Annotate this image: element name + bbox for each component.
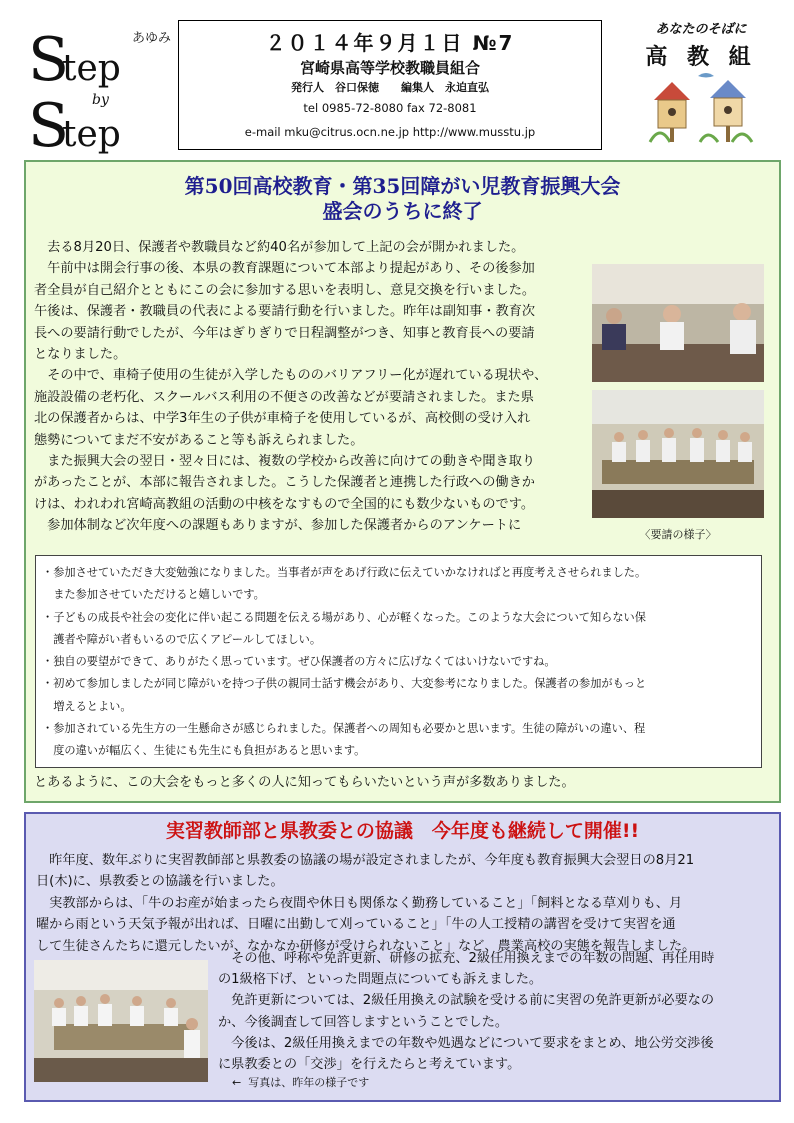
contact-phone: tel 0985-72-8080 fax 72-8081: [303, 101, 477, 115]
article2-body-side: その他、呼称や免許更新、研修の拡充、2級任用換えまでの年数の問題、再任用時 の1級格下げ、といった問題点についても訴えました。 免許更新については、2級任用換えの試験を受ける前に実習の免許更新が必要なの か、今後調査して回答しますということでした。 今後は、2級任用換えまでの年数や処遇などについて要求をまとめ、地公労交渉後 に県教委との「交渉」を行えたらと考えています。: [218, 951, 715, 1073]
article-practical-teachers: [24, 812, 781, 1102]
union-brand: 高 教 組: [645, 45, 757, 70]
step-by-step-logo: [22, 18, 172, 158]
survey-quotes: ・参加させていただき大変勉強になりました。当事者が声をあげ行政に伝えていかなければと再度考えさせられました。 また参加させていただけると嬉しいです。 ・子どもの成長や社会の変化に伴い起こる問題を伝える場があり、心が軽くなった。このような大会について知らない保 護者や障がい者もいるので広くアピールしてほしい。 ・独自の要望ができて、ありがたく思っています。ぜひ保護者の方々に広げなくてはいけないですね。 ・初めて参加しましたが同じ障がいを持つ子供の親同士話す機会があり、大変参考になりました。保護者の参加がもっと 増えるとよい。 ・参加されている先生方の一生懸命さが感じられました。保護者への周知も必要かと思います。生徒の障がいの違い、程 度の違いが幅広く、生徒にも先生にも負担があると思います。: [42, 566, 647, 758]
contact-email-url: e-mail mku@citrus.ocn.ne.jp http://www.musstu.jp: [244, 125, 536, 139]
svg-text:tep: tep: [62, 48, 121, 89]
svg-text:S: S: [28, 91, 70, 158]
organization-name: 宮崎県高等学校教職員組合: [299, 59, 480, 77]
svg-text:by: by: [92, 92, 109, 108]
article1-title-line2: 盛会のうちに終了: [322, 199, 483, 223]
article1-body: 去る8月20日、保護者や教職員など約40名が参加して上記の会が開かれました。 午前中は開会行事の後、本県の教育課題について本部より提起があり、その後参加 者全員が自己紹介とともにこの会に参加する思いを表明し、意見交換を行いました。 午後は、保護者・教職員の代表による要請行動を行いました。昨年は副知事・教育次 長への要請行動でしたが、今年はぎりぎりで日程調整がつき、知事と教育長への要請 となりました。 その中で、車椅子使用の生徒が入学したもののバリアフリー化が遅れている現状や、 施設設備の老朽化、スクールバス利用の不便さの改善などが要請されました。また県 北の保護者からは、中学3年生の子供が車椅子を使用しているが、高校側の受け入れ 態勢についてまだ不安があること等も訴えられました。 また振興大会の翌日・翌々日には、複数の学校から改善に向けての動きや聞き取り があったことが、本部に報告されました。こうした保護者と連携した行政への働きか けは、われわれ宮崎高教組の活動の中核をなすもので全国的にも数少ないものです。 参加体制など次年度への課題もありますが、参加した保護者からのアンケートに: [34, 240, 548, 534]
photo-note: ← 写真は、昨年の様子です: [232, 1076, 370, 1089]
article2-title: 実習教師部と県教委との協議 今年度も継続して開催!!: [165, 820, 640, 842]
meeting-photo-3: [34, 960, 208, 1082]
article-education-conference: [24, 160, 781, 803]
birdhouse-illustration: [640, 70, 760, 145]
publisher-editor: 発行人 谷口保徳 編集人 永迫直弘: [291, 81, 489, 94]
photo-caption: 〈要請の様子〉: [639, 528, 717, 541]
meeting-photo-1: [592, 264, 764, 382]
article1-title-line1: 第50回高校教育・第35回障がい児教育振興大会: [184, 174, 621, 198]
meeting-photo-2: [592, 390, 764, 518]
survey-quotes-box: [35, 555, 762, 768]
masthead: [178, 20, 602, 150]
tagline: あなたのそばに: [655, 22, 747, 37]
article1-title: [26, 174, 779, 224]
svg-text:S: S: [28, 25, 70, 95]
issue-date: ２０１４年９月１日 №7: [265, 31, 515, 55]
article2-body-top: 昨年度、数年ぶりに実習教師部と県教委の協議の場が設定されましたが、今年度も教育振興大会翌日の8月21 日(木)に、県教委との協議を行いました。 実教部からは、「牛のお産が始まったら夜間や休日も関係なく勤務していること」「飼料となる草刈りも、月 曜から雨という天気予報が出れば、日曜に出勤して刈っていること」「牛の人工授精の講習を受けて実習を通 して生徒さんたちに還元したいが、なかなか研修が受けられないこと」など、農業高校の実態を報告しました。: [36, 853, 696, 954]
svg-text:あゆみ: あゆみ: [132, 31, 172, 46]
article1-closing: とあるように、この大会をもっと多くの人に知ってもらいたいという声が多数ありました。: [34, 775, 575, 790]
svg-text:tep: tep: [62, 114, 121, 155]
